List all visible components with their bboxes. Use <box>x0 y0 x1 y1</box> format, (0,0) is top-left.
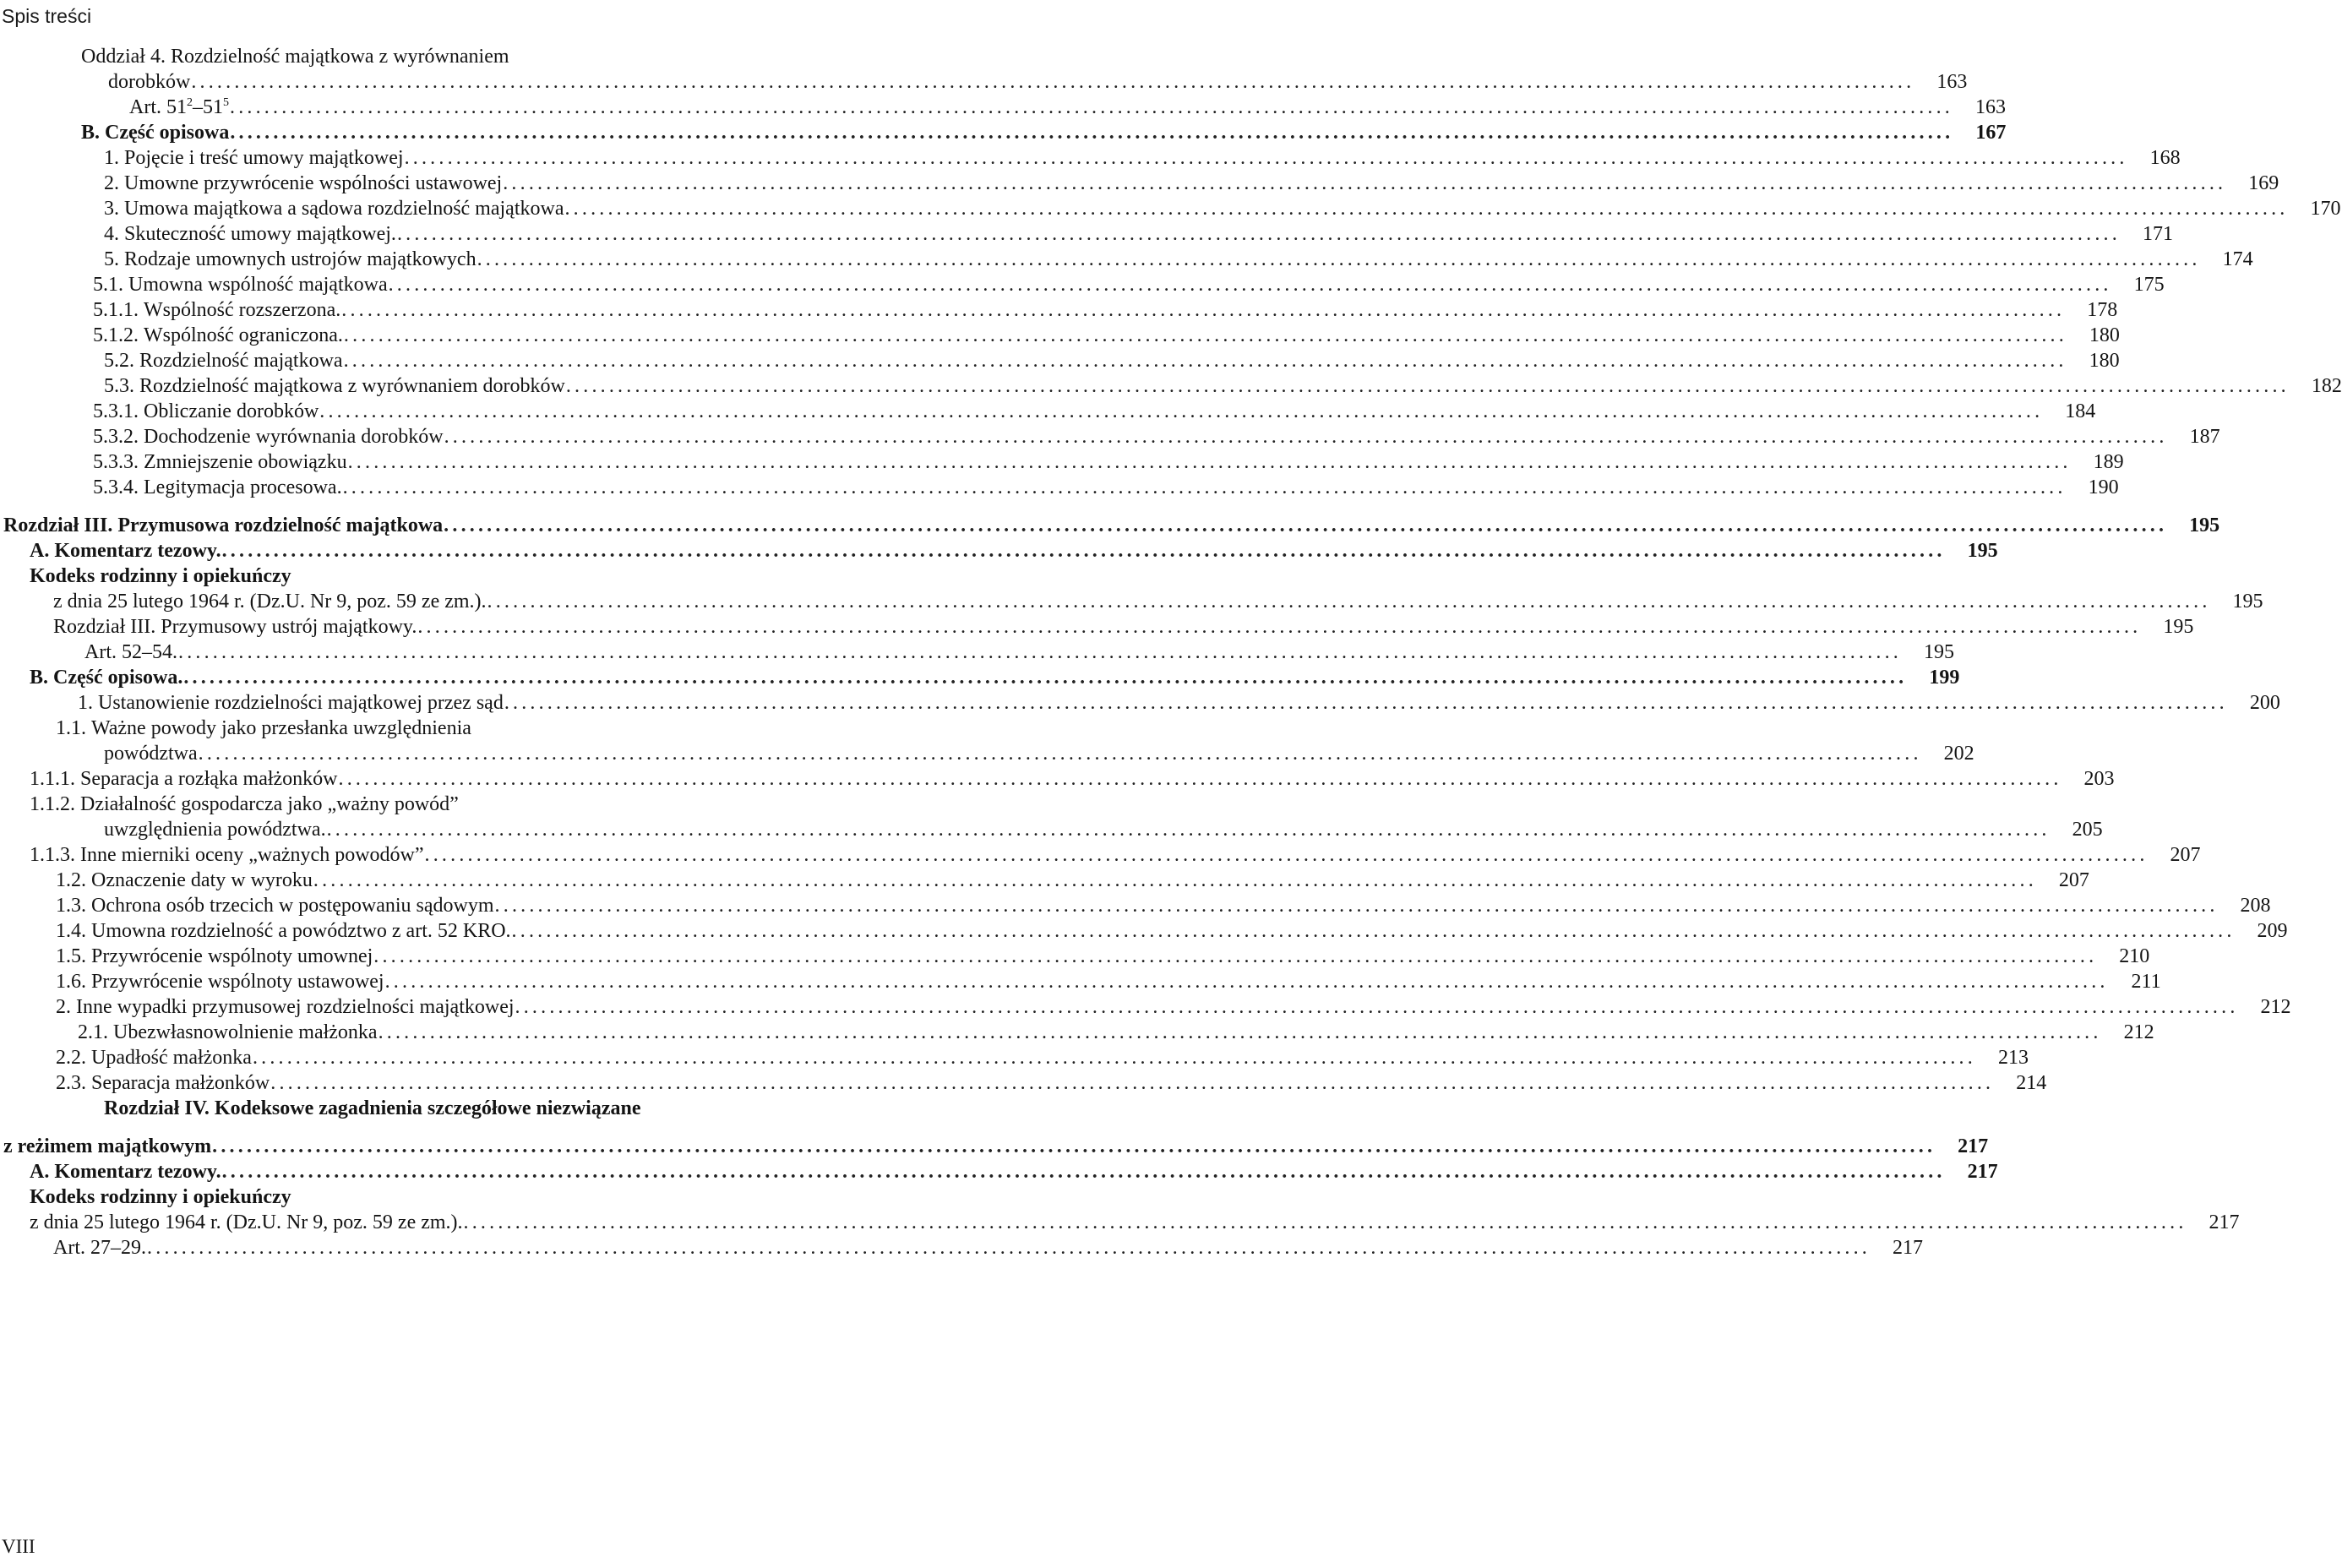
toc-entry-title: Art. $51^2-51^5$ <box>129 96 229 118</box>
toc-entry <box>56 969 2161 994</box>
toc-entry-number: 5.2. <box>104 350 134 372</box>
toc-entry <box>56 918 2288 944</box>
dot-leader: ........................................................................................................................................................................................................ <box>477 248 2201 270</box>
toc-entry <box>104 247 2253 272</box>
dot-leader: ........................................................................................................................................................................................................ <box>396 223 2121 245</box>
page-number: VIII <box>2 1536 35 1557</box>
toc-entry <box>104 348 2120 373</box>
toc-entry-number: 1. <box>78 692 93 714</box>
dot-leader: ........................................................................................................................................................................................................ <box>212 1135 1936 1157</box>
toc-entry-title: Pojęcie i treść umowy majątkowej <box>124 147 404 169</box>
toc-entry-page: 203 <box>2083 768 2115 790</box>
toc-entry-page: 182 <box>2311 375 2342 397</box>
toc-entry-page: 207 <box>2170 844 2201 866</box>
toc-entry <box>81 120 2007 145</box>
toc-entry-page: 187 <box>2189 426 2220 448</box>
toc-entry-page: 190 <box>2088 476 2119 498</box>
toc-entry-page: 170 <box>2310 198 2341 220</box>
dot-leader: ........................................................................................................................................................................................................ <box>183 667 1908 689</box>
toc-entry-title: Rozdzielność majątkowa <box>139 350 343 372</box>
toc-entry-number: 5. <box>104 248 119 270</box>
toc-entry-title: Ochrona osób trzecich w postępowaniu sądowym <box>91 895 494 917</box>
toc-entry <box>93 449 2124 475</box>
toc-entry-page: 180 <box>2089 324 2120 346</box>
dot-leader: ........................................................................................................................................................................................................ <box>404 147 2128 169</box>
toc-entry <box>93 399 2096 424</box>
dot-leader: ........................................................................................................................................................................................................ <box>230 122 1954 144</box>
dot-leader: ........................................................................................................................................................................................................ <box>515 996 2239 1018</box>
toc-entry-title: Działalność gospodarcza jako „ważny powód” <box>80 793 459 815</box>
toc-entry <box>56 944 2150 969</box>
toc-entry-number: 5.3.4. <box>93 476 139 498</box>
dot-leader: ........................................................................................................................................................................................................ <box>343 350 2067 372</box>
toc-entry-number: 2. <box>56 996 71 1018</box>
toc-entry-title: Separacja małżonków <box>91 1072 270 1094</box>
dot-leader: ........................................................................................................................................................................................................ <box>341 299 2066 321</box>
toc-entry-page: 213 <box>1997 1047 2029 1069</box>
toc-entry <box>104 373 2342 399</box>
toc-entry-title: Skuteczność umowy majątkowej. <box>124 223 396 245</box>
toc-entry <box>108 69 1968 95</box>
toc-entry-title: Ustanowienie rozdzielności majątkowej przez sąd <box>98 692 504 714</box>
toc-entry-number: 4. <box>104 223 119 245</box>
toc-entry-number: 5.1.1. <box>93 299 139 321</box>
toc-entry-page: 180 <box>2089 350 2120 372</box>
toc-entry-title: Kodeks rodzinny i opiekuńczy <box>30 1186 291 1208</box>
toc-entry-title: Przywrócenie wspólnoty umownej <box>91 945 373 967</box>
toc-entry-title: Wspólność rozszerzona. <box>144 299 341 321</box>
toc-entry <box>30 1184 659 1210</box>
toc-entry <box>78 690 2280 716</box>
toc-entry <box>56 1070 2047 1096</box>
dot-leader: ........................................................................................................................................................................................................ <box>564 198 2289 220</box>
toc-entry-title: Legitymacja procesowa. <box>144 476 342 498</box>
toc-entry-page: 195 <box>1967 540 1998 562</box>
toc-entry-title: Ważne powody jako przesłanka uwzględnienia <box>91 717 471 739</box>
toc-entry-page: 195 <box>2163 616 2194 638</box>
dot-leader: ........................................................................................................................................................................................................ <box>198 743 1922 765</box>
toc-entry-page: 209 <box>2257 920 2288 942</box>
toc-entry-page: 217 <box>1958 1135 1989 1157</box>
superscript: 5 <box>223 96 229 109</box>
toc-entry-page: 202 <box>1943 743 1974 765</box>
toc-entry <box>30 564 659 589</box>
toc-entry-number: 5.1. <box>93 274 123 296</box>
toc-entry-title: Obliczanie dorobków <box>144 400 319 422</box>
toc-entry <box>84 640 1954 665</box>
toc-entry-title: Art. 27–29. <box>53 1237 146 1259</box>
toc-entry-title: Oznaczenie daty w wyroku <box>91 869 313 891</box>
toc-entry-title: Rozdzielność majątkowa z wyrównaniem dorobków <box>139 375 565 397</box>
toc-entry <box>53 589 2263 614</box>
dot-leader: ........................................................................................................................................................................................................ <box>444 514 2168 536</box>
dot-leader: ........................................................................................................................................................................................................ <box>342 476 2067 498</box>
toc-entry <box>78 1020 2154 1045</box>
superscript: 2 <box>187 96 193 109</box>
toc-entry-title: B. Część opisowa. <box>30 667 183 689</box>
toc-entry <box>3 513 2220 538</box>
toc-entry <box>93 424 2220 449</box>
toc-entry <box>56 994 2291 1020</box>
dot-leader: ........................................................................................................................................................................................................ <box>487 591 2211 612</box>
toc-entry <box>30 665 1960 690</box>
toc-entry-page: 168 <box>2149 147 2181 169</box>
dot-leader: ........................................................................................................................................................................................................ <box>511 920 2236 942</box>
toc-entry-number: 2.3. <box>56 1072 86 1094</box>
toc-entry-number: 2.1. <box>78 1021 108 1043</box>
toc-entry-title: Inne mierniki oceny „ważnych powodów” <box>80 844 424 866</box>
dot-leader: ........................................................................................................................................................................................................ <box>221 540 1946 562</box>
toc-entry-page: 195 <box>2189 514 2220 536</box>
toc-entry <box>93 272 2165 297</box>
toc-entry <box>53 1235 1923 1260</box>
toc-entry-page: 195 <box>2232 591 2263 612</box>
toc-entry-page: 212 <box>2260 996 2291 1018</box>
dot-leader: ........................................................................................................................................................................................................ <box>494 895 2219 917</box>
toc-entry <box>56 716 659 741</box>
toc-entry-page: 167 <box>1975 122 2007 144</box>
toc-entry-number: 5.3. <box>104 375 134 397</box>
toc-entry-title: Umowa majątkowa a sądowa rozdzielność majątkowa <box>124 198 564 220</box>
toc-entry <box>56 893 2271 918</box>
toc-entry-page: 217 <box>1967 1161 1998 1183</box>
toc-entry-number: 1.6. <box>56 971 86 993</box>
toc-entry-title: Oddział 4. Rozdzielność majątkowa z wyrównaniem <box>81 46 509 68</box>
toc-entry <box>81 44 659 69</box>
toc-entry-title: Rozdział III. Przymusowa rozdzielność majątkowa <box>3 514 444 536</box>
dot-leader: ........................................................................................................................................................................................................ <box>252 1047 1976 1069</box>
toc-entry-title: Kodeks rodzinny i opiekuńczy <box>30 565 291 587</box>
toc-entry-page: 163 <box>1975 96 2006 118</box>
toc-entry <box>93 475 2119 500</box>
toc-entry <box>104 171 2279 196</box>
toc-entry-page: 171 <box>2142 223 2173 245</box>
toc-entry-title: z reżimem majątkowym <box>3 1135 212 1157</box>
page-header-title: Spis treści <box>2 5 92 27</box>
toc-entry-page: 207 <box>2058 869 2089 891</box>
toc-entry-number: 1.1.2. <box>30 793 75 815</box>
toc-entry-page: 189 <box>2093 451 2124 473</box>
dot-leader: ........................................................................................................................................................................................................ <box>319 400 2044 422</box>
toc-entry-title: Rozdział III. Przymusowy ustrój majątkowy. <box>53 616 417 638</box>
dot-leader: ........................................................................................................................................................................................................ <box>463 1211 2187 1233</box>
toc-entry-number: 1.3. <box>56 895 86 917</box>
dot-leader: ........................................................................................................................................................................................................ <box>388 274 2112 296</box>
dot-leader: ........................................................................................................................................................................................................ <box>417 616 2142 638</box>
dot-leader: ........................................................................................................................................................................................................ <box>565 375 2290 397</box>
toc-entry-number: 1.1.1. <box>30 768 75 790</box>
toc-entry-number: 1. <box>104 147 119 169</box>
toc-entry <box>30 792 659 817</box>
toc-entry <box>30 1159 1998 1184</box>
toc-entry-title: z dnia 25 lutego 1964 r. (Dz.U. Nr 9, poz. 59 ze zm.). <box>30 1211 463 1233</box>
toc-entry <box>3 1134 1989 1159</box>
toc-entry-number: 5.1.2. <box>93 324 139 346</box>
toc-entry-title: z dnia 25 lutego 1964 r. (Dz.U. Nr 9, poz. 59 ze zm.). <box>53 591 487 612</box>
toc-entry <box>104 221 2173 247</box>
toc-entry-page: 184 <box>2065 400 2096 422</box>
dot-leader: ........................................................................................................................................................................................................ <box>230 96 1953 118</box>
toc-entry-title: Umowna rozdzielność a powództwo z art. 52 KRO. <box>91 920 511 942</box>
toc-entry-number: 1.1.3. <box>30 844 75 866</box>
toc-entry-title: A. Komentarz tezowy. <box>30 540 221 562</box>
toc-entry <box>56 868 2089 893</box>
dot-leader: ........................................................................................................................................................................................................ <box>221 1161 1946 1183</box>
toc-entry-number: 1.1. <box>56 717 86 739</box>
toc-entry-number: 1.5. <box>56 945 86 967</box>
toc-entry-number: 1.4. <box>56 920 86 942</box>
toc-entry-title: Umowna wspólność majątkowa <box>128 274 388 296</box>
toc-entry-title: Upadłość małżonka <box>91 1047 252 1069</box>
toc-entry-title: Zmniejszenie obowiązku <box>144 451 347 473</box>
toc-entry-number: 2.2. <box>56 1047 86 1069</box>
dot-leader: ........................................................................................................................................................................................................ <box>343 324 2067 346</box>
toc-entry <box>93 297 2118 323</box>
toc-entry <box>104 1096 659 1121</box>
toc-entry <box>30 538 1998 564</box>
toc-entry-title: Wspólność ograniczona. <box>144 324 343 346</box>
toc-entry-number: 5.3.1. <box>93 400 139 422</box>
toc-entry-number: 2. <box>104 172 119 194</box>
dot-leader: ........................................................................................................................................................................................................ <box>378 1021 2102 1043</box>
toc-entry-page: 210 <box>2119 945 2150 967</box>
dot-leader: ........................................................................................................................................................................................................ <box>504 692 2228 714</box>
dot-leader: ........................................................................................................................................................................................................ <box>424 844 2149 866</box>
toc-entry-page: 211 <box>2131 971 2161 993</box>
dot-leader: ........................................................................................................................................................................................................ <box>270 1072 1995 1094</box>
toc-entry <box>129 95 2006 120</box>
toc-entry-title: A. Komentarz tezowy. <box>30 1161 221 1183</box>
dot-leader: ........................................................................................................................................................................................................ <box>373 945 2098 967</box>
toc-entry <box>56 1045 2029 1070</box>
dot-leader: ........................................................................................................................................................................................................ <box>347 451 2072 473</box>
toc-entry-number: 5.3.2. <box>93 426 139 448</box>
toc-entry <box>104 196 2341 221</box>
toc-entry-page: 199 <box>1929 667 1960 689</box>
toc-entry-title: dorobków <box>108 71 191 93</box>
toc-entry-title: powództwa <box>104 743 198 765</box>
toc-entry <box>104 145 2181 171</box>
toc-entry <box>30 842 2201 868</box>
toc-entry-title: B. Część opisowa <box>81 122 230 144</box>
toc-entry-page: 174 <box>2222 248 2253 270</box>
toc-entry-page: 175 <box>2133 274 2165 296</box>
dot-leader: ........................................................................................................................................................................................................ <box>338 768 2062 790</box>
toc-entry <box>30 1210 2240 1235</box>
dot-leader: ........................................................................................................................................................................................................ <box>384 971 2109 993</box>
toc-entry-page: 205 <box>2072 819 2103 841</box>
toc-entry-title: Dochodzenie wyrównania dorobków <box>144 426 444 448</box>
toc-entry-title: Przywrócenie wspólnoty ustawowej <box>91 971 384 993</box>
toc-entry-title: Ubezwłasnowolnienie małżonka <box>113 1021 378 1043</box>
toc-entry <box>104 817 2103 842</box>
toc-entry-page: 214 <box>2016 1072 2047 1094</box>
toc-entry-number: 1.2. <box>56 869 86 891</box>
toc-entry-title: Separacja a rozłąka małżonków <box>80 768 338 790</box>
toc-entry <box>53 614 2194 640</box>
toc-entry-title: Rodzaje umownych ustrojów majątkowych <box>124 248 477 270</box>
dot-leader: ........................................................................................................................................................................................................ <box>503 172 2227 194</box>
toc-entry-title: Art. 52–54. <box>84 641 177 663</box>
toc-entry-page: 163 <box>1936 71 1968 93</box>
dot-leader: ........................................................................................................................................................................................................ <box>313 869 2037 891</box>
dot-leader: ........................................................................................................................................................................................................ <box>147 1237 1871 1259</box>
toc-entry-page: 195 <box>1924 641 1954 663</box>
toc-entry-page: 217 <box>1893 1237 1923 1259</box>
toc-entry-page: 169 <box>2248 172 2279 194</box>
toc-entry-page: 217 <box>2209 1211 2240 1233</box>
toc-entry-number: 5.3.3. <box>93 451 139 473</box>
toc-entry-page: 178 <box>2087 299 2118 321</box>
toc-entry-page: 208 <box>2240 895 2271 917</box>
dot-leader: ........................................................................................................................................................................................................ <box>191 71 1915 93</box>
toc-entry-title: Inne wypadki przymusowej rozdzielności majątkowej <box>76 996 515 1018</box>
toc-entry-number: 3. <box>104 198 119 220</box>
toc-entry <box>93 323 2120 348</box>
dot-leader: ........................................................................................................................................................................................................ <box>326 819 2051 841</box>
dot-leader: ........................................................................................................................................................................................................ <box>444 426 2168 448</box>
toc-entry <box>30 766 2115 792</box>
toc-entry-title: uwzględnienia powództwa. <box>104 819 326 841</box>
toc-entry <box>104 741 1974 766</box>
toc-entry-title: Umowne przywrócenie wspólności ustawowej <box>124 172 503 194</box>
toc-entry-title: Rozdział IV. Kodeksowe zagadnienia szczegółowe niezwiązane <box>104 1097 641 1119</box>
dot-leader: ........................................................................................................................................................................................................ <box>178 641 1902 663</box>
toc-entry-page: 200 <box>2249 692 2280 714</box>
toc-entry-page: 212 <box>2123 1021 2154 1043</box>
